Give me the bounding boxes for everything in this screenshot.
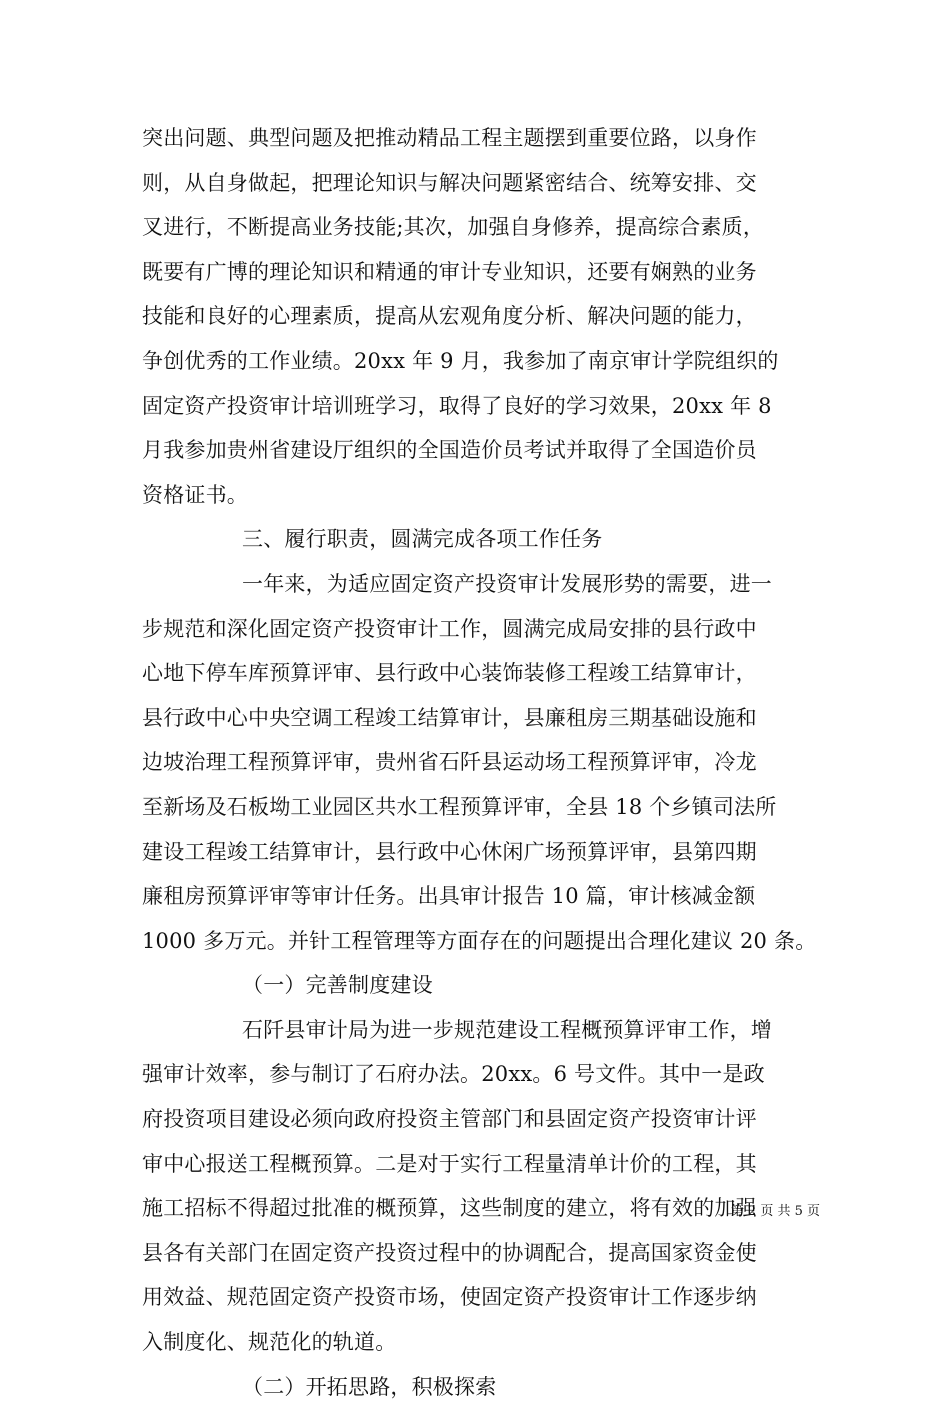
paragraph-line: 步规范和深化固定资产投资审计工作，圆满完成局安排的县行政中 bbox=[142, 616, 757, 641]
paragraph-line: 叉进行，不断提高业务技能;其次，加强自身修养，提高综合素质， bbox=[142, 215, 765, 240]
paragraph-line: 入制度化、规范化的轨道。 bbox=[142, 1330, 397, 1355]
paragraph-line: 一年来，为适应固定资产投资审计发展形势的需要，进一 bbox=[242, 571, 772, 596]
paragraph-line: 强审计效率，参与制订了石府办法。20xx。6 号文件。其中一是政 bbox=[142, 1062, 765, 1087]
paragraph-line: 府投资项目建设必须向政府投资主管部门和县固定资产投资审计评 bbox=[142, 1107, 757, 1132]
paragraph-line: 建设工程竣工结算审计，县行政中心休闲广场预算评审，县第四期 bbox=[142, 839, 757, 864]
paragraph-line: 至新场及石板坳工业园区共水工程预算评审，全县 18 个乡镇司法所 bbox=[142, 794, 777, 819]
subsection-heading: （一）完善制度建设 bbox=[242, 973, 433, 998]
paragraph-line: 用效益、规范固定资产投资市场，使固定资产投资审计工作逐步纳 bbox=[142, 1285, 757, 1310]
paragraph-line: 石阡县审计局为进一步规范建设工程概预算评审工作，增 bbox=[242, 1017, 772, 1042]
paragraph-line: 资格证书。 bbox=[142, 482, 248, 507]
paragraph-line: 心地下停车库预算评审、县行政中心装饰装修工程竣工结算审计， bbox=[142, 661, 757, 686]
section-heading: 三、履行职责，圆满完成各项工作任务 bbox=[242, 527, 603, 552]
paragraph-line: 则，从自身做起，把理论知识与解决问题紧密结合、统筹安排、交 bbox=[142, 170, 757, 195]
subsection-heading: （二）开拓思路，积极探索 bbox=[242, 1374, 497, 1399]
paragraph-line: 边坡治理工程预算评审，贵州省石阡县运动场工程预算评审，冷龙 bbox=[142, 750, 757, 775]
paragraph-line: 施工招标不得超过批准的概预算，这些制度的建立，将有效的加强 bbox=[142, 1196, 757, 1221]
paragraph-line: 既要有广博的理论知识和精通的审计专业知识，还要有娴熟的业务 bbox=[142, 259, 757, 284]
paragraph-line: 1000 多万元。并针工程管理等方面存在的问题提出合理化建议 20 条。 bbox=[142, 928, 817, 953]
paragraph-line: 突出问题、典型问题及把推动精品工程主题摆到重要位路，以身作 bbox=[142, 126, 757, 150]
page-number-footer: 第 2 页 共 5 页 bbox=[730, 1204, 820, 1219]
paragraph-line: 争创优秀的工作业绩。20xx 年 9 月，我参加了南京审计学院组织的 bbox=[142, 348, 779, 373]
paragraph-line: 月我参加贵州省建设厅组织的全国造价员考试并取得了全国造价员 bbox=[142, 438, 757, 463]
paragraph-line: 廉租房预算评审等审计任务。出具审计报告 10 篇，审计核减金额 bbox=[142, 884, 756, 909]
paragraph-line: 县各有关部门在固定资产投资过程中的协调配合，提高国家资金使 bbox=[142, 1240, 757, 1265]
paragraph-line: 县行政中心中央空调工程竣工结算审计，县廉租房三期基础设施和 bbox=[142, 705, 757, 730]
paragraph-line: 技能和良好的心理素质，提高从宏观角度分析、解决问题的能力， bbox=[142, 304, 757, 329]
paragraph-line: 审中心报送工程概预算。二是对于实行工程量清单计价的工程，其 bbox=[142, 1151, 757, 1176]
paragraph-line: 固定资产投资审计培训班学习，取得了良好的学习效果，20xx 年 8 bbox=[142, 393, 772, 418]
